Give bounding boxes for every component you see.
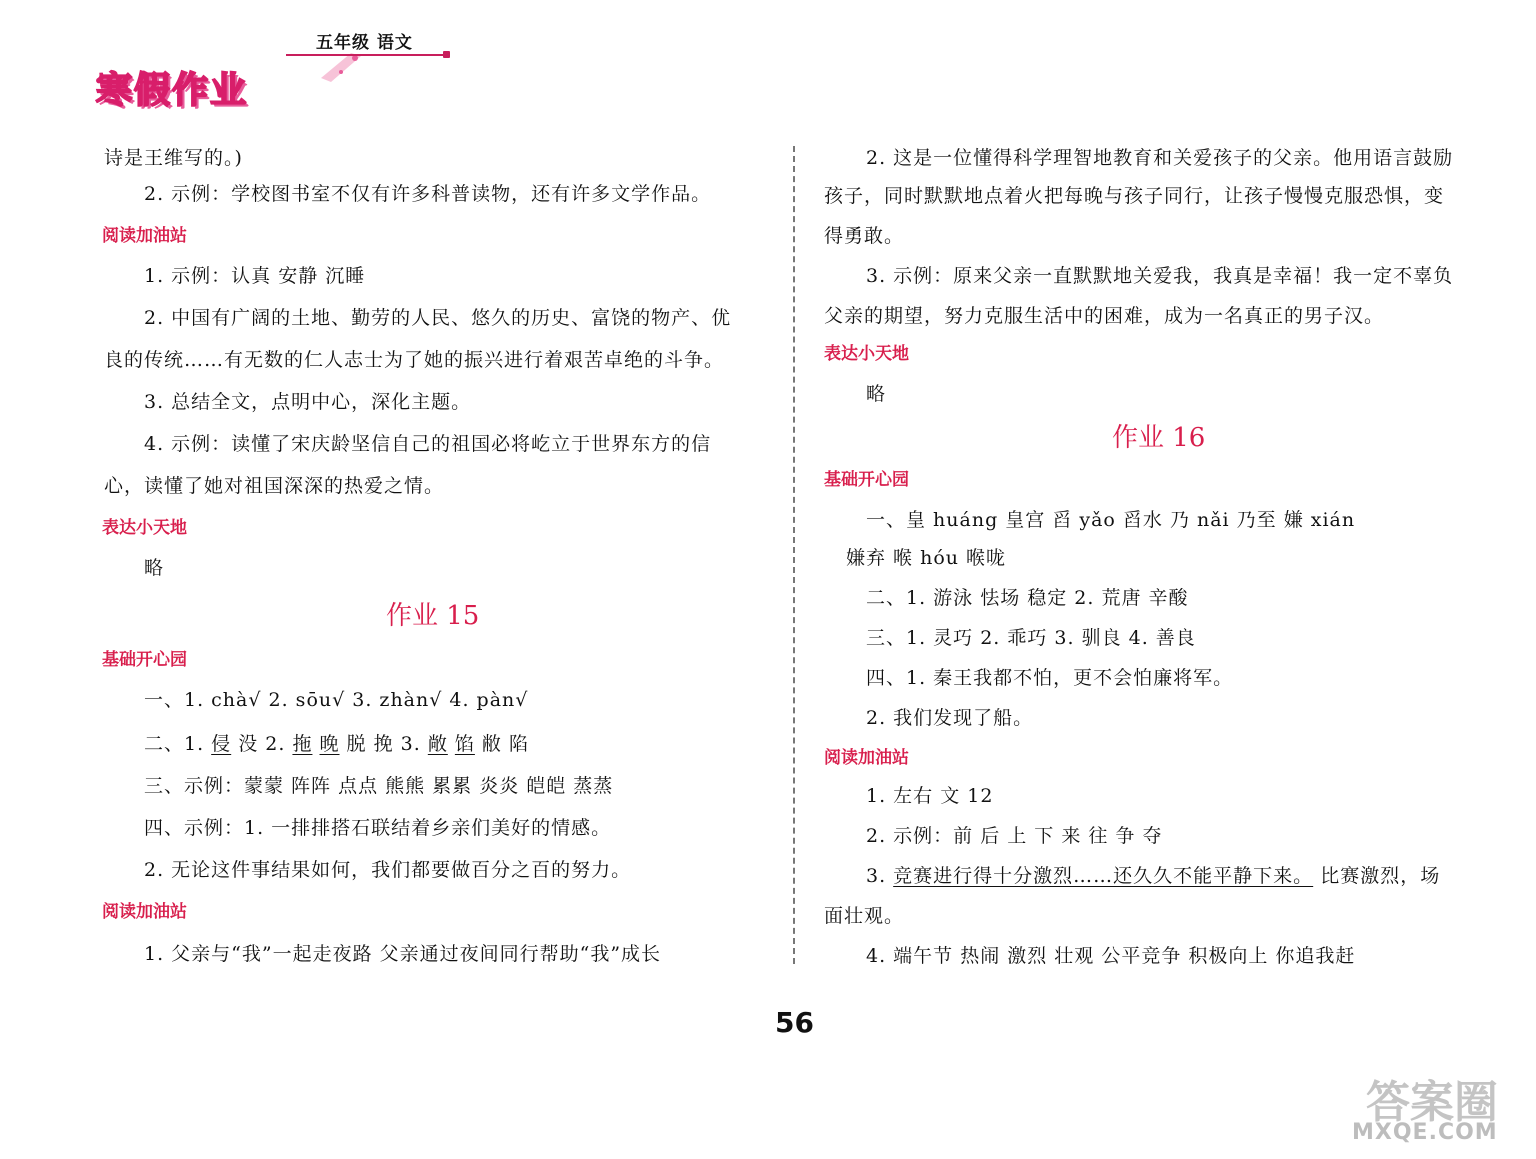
- text-segment: 没 2.: [231, 733, 293, 755]
- text-line: 心，读懂了她对祖国深深的热爱之情。: [104, 475, 445, 497]
- section-heading: 基础开心园: [102, 650, 187, 670]
- text-line: 一、1. chà√ 2. sōu√ 3. zhàn√ 4. pàn√: [144, 689, 529, 711]
- text-line: 1. 示例：认真 安静 沉睡: [144, 265, 366, 287]
- underlined-char: 拖: [292, 733, 313, 755]
- assignment-title: 作业 15: [386, 601, 480, 631]
- section-heading: 表达小天地: [102, 518, 187, 538]
- assignment-title: 作业 16: [1112, 423, 1206, 453]
- text-segment: 3.: [866, 865, 894, 887]
- header-rule-dot: [443, 51, 450, 58]
- text-line: [866, 864, 1440, 888]
- text-line: 一、皇 huáng 皇宫 舀 yǎo 舀水 乃 nǎi 乃至 嫌 xián: [866, 509, 1356, 531]
- text-segment: [448, 733, 455, 755]
- section-heading: 基础开心园: [824, 470, 909, 490]
- text-segment: 脱 挽 3.: [339, 733, 428, 755]
- text-line: 父亲的期望，努力克服生活中的困难，成为一名真正的男子汉。: [824, 305, 1385, 327]
- underlined-char: 晚: [319, 733, 340, 755]
- section-heading: 阅读加油站: [824, 748, 909, 768]
- watermark-url: MXQE.COM: [1352, 1120, 1498, 1145]
- text-line: 2. 中国有广阔的土地、勤劳的人民、悠久的历史、富饶的物产、优: [144, 307, 732, 329]
- text-segment: 比赛激烈，场: [1313, 865, 1441, 887]
- subject-label: 五年级 语文: [316, 33, 413, 53]
- logo-title: 寒假作业: [96, 70, 249, 111]
- text-line: 略: [866, 383, 887, 405]
- watermark-logo: 答案圈: [1366, 1077, 1498, 1128]
- text-line: 2. 示例：前 后 上 下 来 往 争 夺: [866, 825, 1163, 847]
- underlined-char: 馅: [454, 733, 475, 755]
- text-segment: [312, 733, 319, 755]
- text-line: 面壮观。: [824, 905, 905, 927]
- text-line: 得勇敢。: [824, 225, 905, 247]
- text-line: 四、1. 秦王我都不怕，更不会怕廉将军。: [866, 667, 1234, 689]
- underlined-phrase: 竞赛进行得十分激烈……还久久不能平静下来。: [893, 865, 1314, 887]
- text-line: [144, 732, 529, 756]
- text-line: 4. 端午节 热闹 激烈 壮观 公平竞争 积极向上 你追我赶: [866, 945, 1356, 967]
- underlined-char: 敞: [427, 733, 448, 755]
- text-line: 诗是王维写的。): [104, 147, 243, 169]
- text-line: 2. 无论这件事结果如何，我们都要做百分之百的努力。: [144, 859, 632, 881]
- section-heading: 表达小天地: [824, 344, 909, 364]
- text-segment: 敝 陷: [474, 733, 529, 755]
- header-rule: [286, 54, 444, 56]
- text-line: 3. 示例：原来父亲一直默默地关爱我，我真是幸福！我一定不辜负: [866, 265, 1454, 287]
- text-line: 二、1. 游泳 怯场 稳定 2. 荒唐 辛酸: [866, 587, 1189, 609]
- text-line: 1. 左右 文 12: [866, 785, 994, 807]
- text-line: 2. 示例：学校图书室不仅有许多科普读物，还有许多文学作品。: [144, 183, 712, 205]
- text-line: 3. 总结全文，点明中心，深化主题。: [144, 391, 472, 413]
- text-line: 略: [144, 557, 165, 579]
- text-line: 1. 父亲与“我”一起走夜路 父亲通过夜间同行帮助“我”成长: [144, 943, 662, 965]
- section-heading: 阅读加油站: [102, 226, 187, 246]
- text-line: 三、示例：蒙蒙 阵阵 点点 熊熊 累累 炎炎 皑皑 蒸蒸: [144, 775, 614, 797]
- column-divider: [793, 146, 795, 964]
- text-segment: 二、1.: [144, 733, 212, 755]
- text-line: 4. 示例：读懂了宋庆龄坚信自己的祖国必将屹立于世界东方的信: [144, 433, 712, 455]
- text-line: 嫌弃 喉 hóu 喉咙: [846, 547, 1007, 569]
- text-line: 四、示例：1. 一排排搭石联结着乡亲们美好的情感。: [144, 817, 612, 839]
- section-heading: 阅读加油站: [102, 902, 187, 922]
- page-number: 56: [775, 1006, 814, 1039]
- text-line: 2. 这是一位懂得科学理智地教育和关爱孩子的父亲。他用语言鼓励: [866, 147, 1454, 169]
- text-line: 三、1. 灵巧 2. 乖巧 3. 驯良 4. 善良: [866, 627, 1196, 649]
- header-logo-area: [96, 48, 456, 118]
- text-line: 孩子，同时默默地点着火把每晚与孩子同行，让孩子慢慢克服恐惧，变: [824, 185, 1445, 207]
- text-line: 良的传统……有无数的仁人志士为了她的振兴进行着艰苦卓绝的斗争。: [104, 349, 725, 371]
- underlined-char: 侵: [211, 733, 232, 755]
- text-line: 2. 我们发现了船。: [866, 707, 1034, 729]
